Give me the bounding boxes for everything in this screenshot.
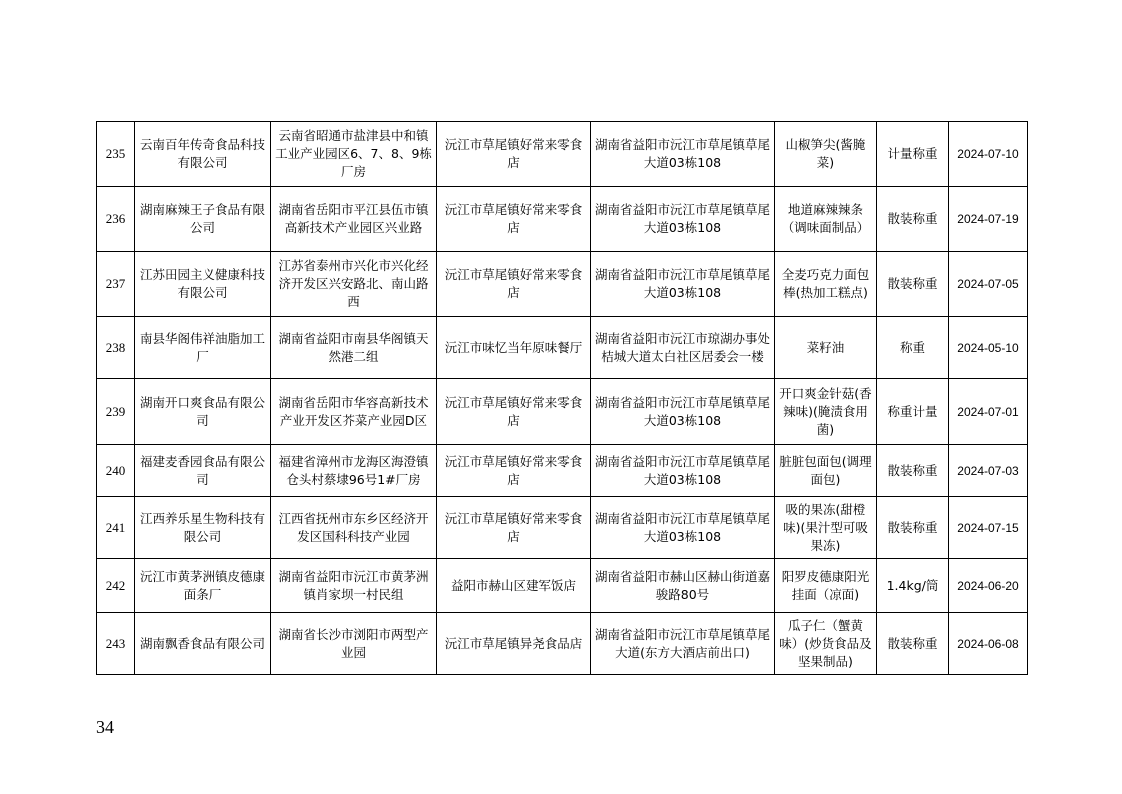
cell-seller-address: 湖南省益阳市沅江市草尾镇草尾大道(东方大酒店前出口) bbox=[591, 613, 775, 675]
cell-producer-address: 湖南省长沙市浏阳市两型产业园 bbox=[271, 613, 437, 675]
cell-producer: 湖南飘香食品有限公司 bbox=[135, 613, 271, 675]
cell-seller-address: 湖南省益阳市沅江市草尾镇草尾大道03栋108 bbox=[591, 445, 775, 497]
table-row bbox=[97, 187, 1028, 252]
cell-number: 241 bbox=[97, 497, 135, 559]
cell-producer-address: 湖南省益阳市南县华阁镇天然港二组 bbox=[271, 317, 437, 379]
sampling-results-table bbox=[96, 121, 1028, 675]
cell-seller: 沅江市草尾镇好常来零食店 bbox=[437, 187, 591, 252]
cell-producer-address: 江西省抚州市东乡区经济开发区国科科技产业园 bbox=[271, 497, 437, 559]
cell-producer: 湖南麻辣王子食品有限公司 bbox=[135, 187, 271, 252]
table-row bbox=[97, 317, 1028, 379]
table-row bbox=[97, 445, 1028, 497]
cell-date: 2024-05-10 bbox=[949, 317, 1028, 379]
cell-product: 瓜子仁（蟹黄味）(炒货食品及坚果制品) bbox=[775, 613, 877, 675]
cell-date: 2024-06-20 bbox=[949, 559, 1028, 613]
cell-date: 2024-06-08 bbox=[949, 613, 1028, 675]
cell-seller-address: 湖南省益阳市沅江市草尾镇草尾大道03栋108 bbox=[591, 497, 775, 559]
cell-seller-address: 湖南省益阳市沅江市草尾镇草尾大道03栋108 bbox=[591, 379, 775, 445]
cell-producer: 江西养乐星生物科技有限公司 bbox=[135, 497, 271, 559]
cell-producer-address: 云南省昭通市盐津县中和镇工业产业园区6、7、8、9栋厂房 bbox=[271, 122, 437, 187]
cell-number: 242 bbox=[97, 559, 135, 613]
cell-producer-address: 湖南省岳阳市华容高新技术产业开发区芥菜产业园D区 bbox=[271, 379, 437, 445]
cell-number: 243 bbox=[97, 613, 135, 675]
cell-date: 2024-07-10 bbox=[949, 122, 1028, 187]
cell-spec: 计量称重 bbox=[877, 122, 949, 187]
cell-seller-address: 湖南省益阳市沅江市草尾镇草尾大道03栋108 bbox=[591, 252, 775, 317]
cell-date: 2024-07-19 bbox=[949, 187, 1028, 252]
cell-seller: 沅江市味忆当年原味餐厅 bbox=[437, 317, 591, 379]
cell-date: 2024-07-01 bbox=[949, 379, 1028, 445]
cell-number: 237 bbox=[97, 252, 135, 317]
cell-seller-address: 湖南省益阳市沅江市草尾镇草尾大道03栋108 bbox=[591, 122, 775, 187]
cell-producer-address: 湖南省岳阳市平江县伍市镇高新技术产业园区兴业路 bbox=[271, 187, 437, 252]
cell-seller-address: 湖南省益阳市沅江市草尾镇草尾大道03栋108 bbox=[591, 187, 775, 252]
table-row bbox=[97, 379, 1028, 445]
table-row bbox=[97, 122, 1028, 187]
cell-product: 脏脏包面包(调理面包) bbox=[775, 445, 877, 497]
page-number: 34 bbox=[96, 717, 114, 737]
cell-producer-address: 福建省漳州市龙海区海澄镇仓头村蔡埭96号1#厂房 bbox=[271, 445, 437, 497]
cell-product: 菜籽油 bbox=[775, 317, 877, 379]
cell-spec: 散装称重 bbox=[877, 252, 949, 317]
cell-producer: 湖南开口爽食品有限公司 bbox=[135, 379, 271, 445]
cell-producer: 沅江市黄茅洲镇皮德康面条厂 bbox=[135, 559, 271, 613]
cell-seller-address: 湖南省益阳市赫山区赫山街道嘉骏路80号 bbox=[591, 559, 775, 613]
cell-spec: 称重计量 bbox=[877, 379, 949, 445]
cell-seller: 沅江市草尾镇好常来零食店 bbox=[437, 122, 591, 187]
cell-spec: 1.4kg/筒 bbox=[877, 559, 949, 613]
cell-spec: 散装称重 bbox=[877, 187, 949, 252]
cell-number: 236 bbox=[97, 187, 135, 252]
cell-date: 2024-07-03 bbox=[949, 445, 1028, 497]
cell-date: 2024-07-15 bbox=[949, 497, 1028, 559]
cell-spec: 散装称重 bbox=[877, 445, 949, 497]
cell-seller: 沅江市草尾镇好常来零食店 bbox=[437, 252, 591, 317]
cell-spec: 散装称重 bbox=[877, 497, 949, 559]
table-row bbox=[97, 613, 1028, 675]
cell-producer-address: 湖南省益阳市沅江市黄茅洲镇肖家坝一村民组 bbox=[271, 559, 437, 613]
cell-product: 地道麻辣辣条（调味面制品） bbox=[775, 187, 877, 252]
cell-producer-address: 江苏省泰州市兴化市兴化经济开发区兴安路北、南山路西 bbox=[271, 252, 437, 317]
cell-seller: 沅江市草尾镇好常来零食店 bbox=[437, 445, 591, 497]
cell-product: 吸的果冻(甜橙味)(果汁型可吸果冻) bbox=[775, 497, 877, 559]
cell-product: 开口爽金针菇(香辣味)(腌渍食用菌) bbox=[775, 379, 877, 445]
table-row bbox=[97, 252, 1028, 317]
cell-seller-address: 湖南省益阳市沅江市琼湖办事处桔城大道太白社区居委会一楼 bbox=[591, 317, 775, 379]
cell-product: 阳罗皮德康阳光挂面（凉面) bbox=[775, 559, 877, 613]
cell-number: 235 bbox=[97, 122, 135, 187]
cell-seller: 沅江市草尾镇好常来零食店 bbox=[437, 497, 591, 559]
cell-number: 239 bbox=[97, 379, 135, 445]
cell-number: 240 bbox=[97, 445, 135, 497]
table-row bbox=[97, 559, 1028, 613]
cell-date: 2024-07-05 bbox=[949, 252, 1028, 317]
cell-seller: 益阳市赫山区建军饭店 bbox=[437, 559, 591, 613]
cell-spec: 散装称重 bbox=[877, 613, 949, 675]
cell-spec: 称重 bbox=[877, 317, 949, 379]
cell-product: 山椒笋尖(酱腌菜) bbox=[775, 122, 877, 187]
cell-producer: 福建麦香园食品有限公司 bbox=[135, 445, 271, 497]
cell-number: 238 bbox=[97, 317, 135, 379]
cell-seller: 沅江市草尾镇好常来零食店 bbox=[437, 379, 591, 445]
cell-producer: 江苏田园主义健康科技有限公司 bbox=[135, 252, 271, 317]
cell-producer: 云南百年传奇食品科技有限公司 bbox=[135, 122, 271, 187]
cell-seller: 沅江市草尾镇异尧食品店 bbox=[437, 613, 591, 675]
cell-product: 全麦巧克力面包棒(热加工糕点) bbox=[775, 252, 877, 317]
table-row bbox=[97, 497, 1028, 559]
cell-producer: 南县华阁伟祥油脂加工厂 bbox=[135, 317, 271, 379]
table-body bbox=[97, 122, 1028, 675]
